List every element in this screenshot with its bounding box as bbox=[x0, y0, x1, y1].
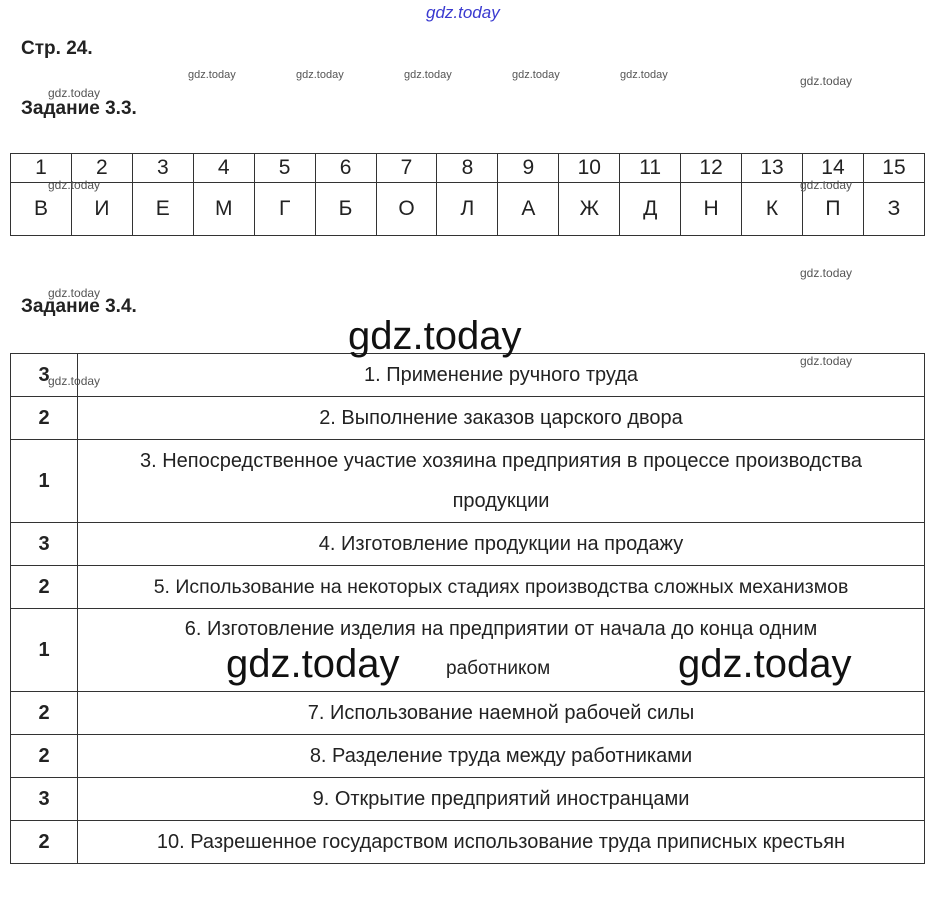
number-cell: 12 bbox=[681, 154, 742, 183]
letter-cell: К bbox=[742, 183, 803, 236]
statement-cell bbox=[78, 609, 925, 692]
number-cell: 13 bbox=[742, 154, 803, 183]
watermark: gdz.today bbox=[512, 69, 560, 81]
statement-cell: 4. Изготовление продукции на продажу bbox=[78, 523, 925, 566]
score-cell: 3 bbox=[11, 354, 78, 397]
watermark: gdz.today bbox=[48, 374, 101, 388]
statement-text: 6. Изготовление изделия на предприятии от начала до конца одним bbox=[184, 618, 818, 640]
score-cell: 2 bbox=[11, 735, 78, 778]
statement-cell: 10. Разрешенное государством использование труда приписных крестьян bbox=[78, 821, 925, 864]
letter-cell: И bbox=[71, 183, 132, 236]
watermark-large: gdz.today bbox=[226, 642, 400, 686]
statement-cell: 1. Применение ручного труда bbox=[78, 354, 925, 397]
watermark: gdz.today bbox=[48, 286, 101, 300]
table-row bbox=[11, 397, 925, 440]
watermark: gdz.today bbox=[188, 69, 236, 81]
statement-cell: 7. Использование наемной рабочей силы bbox=[78, 692, 925, 735]
score-cell: 1 bbox=[11, 609, 78, 692]
table-row bbox=[11, 735, 925, 778]
watermark-top: gdz.today bbox=[426, 3, 500, 22]
table-row bbox=[11, 778, 925, 821]
letter-cell: П bbox=[802, 183, 863, 236]
task-3-3-table bbox=[10, 153, 925, 236]
statement-cell: 2. Выполнение заказов царского двора bbox=[78, 397, 925, 440]
watermark: gdz.today bbox=[800, 178, 853, 192]
letter-cell: В bbox=[11, 183, 72, 236]
table-row bbox=[11, 440, 925, 523]
table-row bbox=[11, 609, 925, 692]
table-row bbox=[11, 566, 925, 609]
watermark: gdz.today bbox=[48, 86, 101, 100]
number-cell: 9 bbox=[498, 154, 559, 183]
watermark: gdz.today bbox=[800, 74, 853, 88]
letter-cell: М bbox=[193, 183, 254, 236]
page-heading: Стр. 24. bbox=[21, 38, 93, 59]
number-cell: 10 bbox=[559, 154, 620, 183]
letter-cell: Б bbox=[315, 183, 376, 236]
table-row bbox=[11, 354, 925, 397]
watermark-large: gdz.today bbox=[678, 642, 852, 686]
letter-row bbox=[11, 183, 925, 236]
watermark: gdz.today bbox=[404, 69, 452, 81]
task-3-4-table bbox=[10, 353, 925, 864]
score-cell: 2 bbox=[11, 397, 78, 440]
watermark: gdz.today bbox=[48, 178, 101, 192]
number-cell: 3 bbox=[132, 154, 193, 183]
number-cell: 5 bbox=[254, 154, 315, 183]
statement-cell: 5. Использование на некоторых стадиях производства сложных механизмов bbox=[78, 566, 925, 609]
table-row bbox=[11, 692, 925, 735]
statement-cell: 3. Непосредственное участие хозяина предприятия в процессе производства продукции bbox=[78, 440, 925, 523]
letter-cell: Н bbox=[681, 183, 742, 236]
letter-cell: Г bbox=[254, 183, 315, 236]
number-cell: 15 bbox=[863, 154, 924, 183]
task-3-3-title: Задание 3.3. bbox=[21, 98, 137, 119]
letter-cell: Л bbox=[437, 183, 498, 236]
number-cell: 8 bbox=[437, 154, 498, 183]
table-row bbox=[11, 523, 925, 566]
number-cell: 6 bbox=[315, 154, 376, 183]
number-cell: 4 bbox=[193, 154, 254, 183]
score-cell: 2 bbox=[11, 821, 78, 864]
number-cell: 1 bbox=[11, 154, 72, 183]
table-row bbox=[11, 821, 925, 864]
watermark: gdz.today bbox=[620, 69, 668, 81]
letter-cell: А bbox=[498, 183, 559, 236]
letter-cell: Ж bbox=[559, 183, 620, 236]
number-cell: 2 bbox=[71, 154, 132, 183]
statement-continuation-text: работником bbox=[446, 658, 551, 679]
letter-cell: О bbox=[376, 183, 437, 236]
watermark: gdz.today bbox=[296, 69, 344, 81]
statement-cell: 8. Разделение труда между работниками bbox=[78, 735, 925, 778]
score-cell: 3 bbox=[11, 523, 78, 566]
statement-cell: 9. Открытие предприятий иностранцами bbox=[78, 778, 925, 821]
watermark: gdz.today bbox=[800, 354, 853, 368]
watermark-large: gdz.today bbox=[348, 314, 522, 358]
watermark: gdz.today bbox=[800, 266, 853, 280]
task-3-4-title: Задание 3.4. bbox=[21, 296, 137, 317]
score-cell: 2 bbox=[11, 692, 78, 735]
letter-cell: Е bbox=[132, 183, 193, 236]
number-row bbox=[11, 154, 925, 183]
letter-cell: З bbox=[863, 183, 924, 236]
score-cell: 3 bbox=[11, 778, 78, 821]
score-cell: 1 bbox=[11, 440, 78, 523]
number-cell: 11 bbox=[620, 154, 681, 183]
number-cell: 14 bbox=[802, 154, 863, 183]
score-cell: 2 bbox=[11, 566, 78, 609]
number-cell: 7 bbox=[376, 154, 437, 183]
statement-continuation bbox=[84, 642, 918, 689]
letter-cell: Д bbox=[620, 183, 681, 236]
